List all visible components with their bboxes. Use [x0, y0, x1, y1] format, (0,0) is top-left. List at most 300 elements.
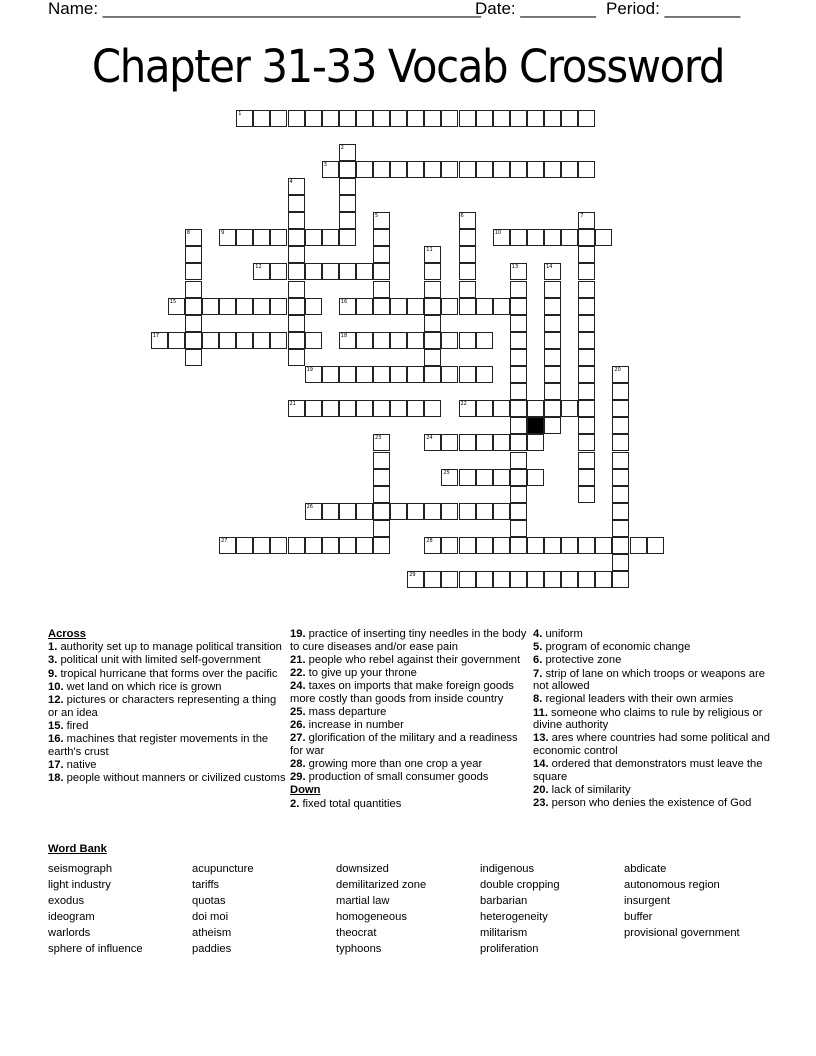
- grid-cell[interactable]: [647, 537, 664, 554]
- grid-cell[interactable]: [459, 332, 476, 349]
- grid-cell[interactable]: [373, 229, 390, 246]
- grid-cell[interactable]: [544, 383, 561, 400]
- grid-cell[interactable]: [561, 537, 578, 554]
- grid-cell[interactable]: [527, 400, 544, 417]
- grid-cell[interactable]: [373, 110, 390, 127]
- grid-cell[interactable]: [202, 298, 219, 315]
- clue-num: 22.: [290, 666, 306, 679]
- grid-cell[interactable]: [253, 537, 270, 554]
- grid-cell[interactable]: [476, 571, 493, 588]
- grid-cell[interactable]: [339, 332, 356, 349]
- grid-cell[interactable]: [288, 281, 305, 298]
- grid-cell[interactable]: [459, 469, 476, 486]
- grid-cell[interactable]: [561, 229, 578, 246]
- grid-cell[interactable]: [288, 263, 305, 280]
- grid-cell[interactable]: [356, 332, 373, 349]
- grid-cell[interactable]: [339, 366, 356, 383]
- clue-number: 9: [221, 230, 225, 237]
- grid-cell[interactable]: [441, 366, 458, 383]
- grid-cell[interactable]: [441, 571, 458, 588]
- grid-cell[interactable]: [561, 400, 578, 417]
- grid-cell[interactable]: [288, 246, 305, 263]
- grid-cell[interactable]: [578, 383, 595, 400]
- across-clue: [48, 641, 288, 654]
- grid-cell[interactable]: [424, 349, 441, 366]
- grid-cell[interactable]: [578, 315, 595, 332]
- grid-cell[interactable]: [612, 486, 629, 503]
- grid-cell[interactable]: [253, 110, 270, 127]
- clue-text: growing more than one crop a year: [308, 758, 483, 771]
- grid-cell[interactable]: [544, 571, 561, 588]
- grid-cell[interactable]: [322, 161, 339, 178]
- grid-cell[interactable]: [424, 161, 441, 178]
- grid-cell[interactable]: [578, 246, 595, 263]
- grid-cell[interactable]: [544, 229, 561, 246]
- grid-cell[interactable]: [544, 110, 561, 127]
- grid-cell[interactable]: [595, 537, 612, 554]
- grid-cell[interactable]: [510, 503, 527, 520]
- grid-cell[interactable]: [322, 110, 339, 127]
- grid-cell[interactable]: [305, 400, 322, 417]
- grid-cell[interactable]: [373, 246, 390, 263]
- grid-cell[interactable]: [373, 161, 390, 178]
- grid-cell[interactable]: [612, 571, 629, 588]
- grid-cell[interactable]: [236, 110, 253, 127]
- grid-cell[interactable]: [578, 263, 595, 280]
- grid-cell[interactable]: [493, 434, 510, 451]
- grid-cell[interactable]: [288, 212, 305, 229]
- grid-cell[interactable]: [356, 263, 373, 280]
- grid-cell[interactable]: [288, 315, 305, 332]
- grid-cell[interactable]: [407, 400, 424, 417]
- grid-cell[interactable]: [339, 195, 356, 212]
- grid-cell[interactable]: [185, 298, 202, 315]
- grid-cell[interactable]: [595, 571, 612, 588]
- grid-cell[interactable]: [219, 229, 236, 246]
- grid-cell[interactable]: [578, 400, 595, 417]
- grid-cell[interactable]: [510, 315, 527, 332]
- grid-cell[interactable]: [270, 298, 287, 315]
- grid-cell[interactable]: [322, 400, 339, 417]
- grid-cell[interactable]: [441, 503, 458, 520]
- grid-cell[interactable]: [510, 520, 527, 537]
- grid-cell[interactable]: [612, 537, 629, 554]
- word-bank-word: abdicate: [624, 863, 667, 875]
- grid-cell[interactable]: [373, 281, 390, 298]
- grid-cell[interactable]: [510, 571, 527, 588]
- grid-cell[interactable]: [168, 332, 185, 349]
- grid-cell[interactable]: [441, 469, 458, 486]
- clue-text: people who rebel against their government: [308, 653, 521, 666]
- grid-cell[interactable]: [544, 161, 561, 178]
- grid-cell[interactable]: [459, 366, 476, 383]
- grid-cell[interactable]: [493, 571, 510, 588]
- grid-cell[interactable]: [356, 161, 373, 178]
- clue-text: regional leaders with their own armies: [545, 693, 734, 706]
- grid-cell[interactable]: [578, 161, 595, 178]
- grid-cell[interactable]: [595, 229, 612, 246]
- grid-cell[interactable]: [493, 161, 510, 178]
- grid-cell[interactable]: [441, 298, 458, 315]
- grid-cell[interactable]: [578, 366, 595, 383]
- grid-cell[interactable]: [459, 246, 476, 263]
- grid-cell[interactable]: [544, 537, 561, 554]
- grid-cell[interactable]: [236, 332, 253, 349]
- grid-cell[interactable]: [476, 434, 493, 451]
- grid-cell[interactable]: [544, 400, 561, 417]
- grid-cell[interactable]: [322, 229, 339, 246]
- grid-cell[interactable]: [476, 366, 493, 383]
- grid-cell[interactable]: [305, 332, 322, 349]
- date-field[interactable]: Date: ________: [475, 0, 596, 18]
- grid-cell[interactable]: [578, 281, 595, 298]
- grid-cell[interactable]: [288, 178, 305, 195]
- grid-cell[interactable]: [185, 263, 202, 280]
- grid-cell[interactable]: [424, 246, 441, 263]
- grid-cell[interactable]: [459, 212, 476, 229]
- grid-cell[interactable]: [510, 537, 527, 554]
- grid-cell[interactable]: [219, 298, 236, 315]
- grid-cell[interactable]: [578, 452, 595, 469]
- grid-cell[interactable]: [373, 537, 390, 554]
- grid-cell[interactable]: [356, 400, 373, 417]
- grid-cell[interactable]: [424, 366, 441, 383]
- grid-cell[interactable]: [288, 229, 305, 246]
- grid-cell[interactable]: [339, 110, 356, 127]
- grid-cell[interactable]: [407, 332, 424, 349]
- grid-cell[interactable]: [476, 298, 493, 315]
- grid-cell[interactable]: [373, 452, 390, 469]
- down-heading: Down: [290, 784, 321, 797]
- word-bank-word: typhoons: [336, 943, 382, 955]
- grid-cell[interactable]: [373, 520, 390, 537]
- grid-cell[interactable]: [510, 366, 527, 383]
- grid-cell[interactable]: [390, 161, 407, 178]
- clue-number: 11: [426, 247, 433, 254]
- grid-cell[interactable]: [185, 229, 202, 246]
- clue-column-3: [533, 628, 773, 810]
- grid-cell[interactable]: [510, 400, 527, 417]
- grid-cell[interactable]: [424, 537, 441, 554]
- grid-cell[interactable]: [373, 400, 390, 417]
- grid-cell[interactable]: [305, 503, 322, 520]
- grid-cell[interactable]: [561, 161, 578, 178]
- grid-cell[interactable]: [305, 298, 322, 315]
- grid-cell[interactable]: [612, 366, 629, 383]
- grid-cell[interactable]: [253, 298, 270, 315]
- grid-cell[interactable]: [493, 110, 510, 127]
- grid-cell[interactable]: [219, 332, 236, 349]
- grid-cell[interactable]: [527, 229, 544, 246]
- grid-cell[interactable]: [322, 366, 339, 383]
- grid-cell[interactable]: [612, 383, 629, 400]
- grid-cell[interactable]: [527, 571, 544, 588]
- grid-cell[interactable]: [510, 349, 527, 366]
- grid-cell[interactable]: [305, 537, 322, 554]
- grid-cell[interactable]: [493, 400, 510, 417]
- grid-cell[interactable]: [407, 503, 424, 520]
- grid-cell[interactable]: [561, 110, 578, 127]
- period-field[interactable]: Period: ________: [606, 0, 741, 18]
- grid-cell[interactable]: [510, 263, 527, 280]
- grid-cell[interactable]: [476, 400, 493, 417]
- clue-text: program of economic change: [545, 641, 691, 654]
- grid-cell[interactable]: [578, 332, 595, 349]
- grid-cell[interactable]: [305, 263, 322, 280]
- grid-cell[interactable]: [476, 161, 493, 178]
- clue-num: 9.: [48, 667, 58, 680]
- grid-cell[interactable]: [270, 110, 287, 127]
- grid-cell[interactable]: [578, 229, 595, 246]
- grid-cell[interactable]: [476, 503, 493, 520]
- grid-cell[interactable]: [510, 298, 527, 315]
- grid-cell[interactable]: [288, 298, 305, 315]
- name-field[interactable]: Name: ________________________________________: [48, 0, 481, 18]
- grid-cell[interactable]: [185, 349, 202, 366]
- grid-cell[interactable]: [424, 400, 441, 417]
- grid-cell[interactable]: [441, 332, 458, 349]
- grid-cell[interactable]: [185, 315, 202, 332]
- grid-cell[interactable]: [510, 161, 527, 178]
- grid-cell[interactable]: [168, 298, 185, 315]
- grid-cell[interactable]: [253, 332, 270, 349]
- grid-cell[interactable]: [202, 332, 219, 349]
- grid-cell[interactable]: [493, 229, 510, 246]
- grid-cell[interactable]: [578, 486, 595, 503]
- grid-cell[interactable]: [339, 144, 356, 161]
- grid-cell[interactable]: [544, 366, 561, 383]
- clue-number: 6: [460, 213, 464, 220]
- grid-cell[interactable]: [356, 537, 373, 554]
- grid-cell[interactable]: [527, 537, 544, 554]
- grid-cell[interactable]: [527, 161, 544, 178]
- grid-cell[interactable]: [390, 503, 407, 520]
- grid-cell[interactable]: [407, 110, 424, 127]
- grid-cell[interactable]: [373, 469, 390, 486]
- grid-cell[interactable]: [288, 537, 305, 554]
- grid-cell[interactable]: [390, 298, 407, 315]
- grid-cell[interactable]: [407, 298, 424, 315]
- grid-cell[interactable]: [510, 434, 527, 451]
- grid-cell[interactable]: [578, 469, 595, 486]
- grid-cell[interactable]: [270, 263, 287, 280]
- grid-cell[interactable]: [322, 537, 339, 554]
- grid-cell[interactable]: [493, 503, 510, 520]
- grid-cell[interactable]: [373, 298, 390, 315]
- grid-cell[interactable]: [288, 195, 305, 212]
- grid-cell[interactable]: [390, 110, 407, 127]
- grid-cell[interactable]: [288, 400, 305, 417]
- grid-cell[interactable]: [424, 503, 441, 520]
- clue-text: strip of lane on which troops or weapons are not allowed: [533, 667, 765, 693]
- grid-cell[interactable]: [185, 246, 202, 263]
- grid-cell[interactable]: [476, 332, 493, 349]
- grid-cell[interactable]: [578, 298, 595, 315]
- grid-cell[interactable]: [441, 434, 458, 451]
- grid-cell[interactable]: [339, 178, 356, 195]
- grid-cell[interactable]: [236, 229, 253, 246]
- grid-cell[interactable]: [373, 486, 390, 503]
- grid-cell[interactable]: [424, 434, 441, 451]
- grid-cell[interactable]: [185, 281, 202, 298]
- grid-cell[interactable]: [441, 161, 458, 178]
- grid-cell[interactable]: [356, 298, 373, 315]
- grid-cell[interactable]: [578, 417, 595, 434]
- clue-number: 19: [306, 367, 313, 373]
- grid-cell[interactable]: [236, 537, 253, 554]
- grid-cell[interactable]: [544, 417, 561, 434]
- grid-cell[interactable]: [612, 434, 629, 451]
- grid-cell[interactable]: [424, 332, 441, 349]
- grid-cell[interactable]: [270, 332, 287, 349]
- grid-cell[interactable]: [339, 263, 356, 280]
- grid-cell[interactable]: [510, 332, 527, 349]
- grid-cell[interactable]: [270, 537, 287, 554]
- grid-cell[interactable]: [305, 110, 322, 127]
- grid-cell[interactable]: [424, 281, 441, 298]
- grid-cell[interactable]: [288, 110, 305, 127]
- grid-cell[interactable]: [270, 229, 287, 246]
- grid-cell[interactable]: [510, 110, 527, 127]
- grid-cell[interactable]: [305, 366, 322, 383]
- grid-cell[interactable]: [322, 503, 339, 520]
- grid-cell[interactable]: [339, 229, 356, 246]
- grid-cell[interactable]: [373, 212, 390, 229]
- grid-cell[interactable]: [510, 281, 527, 298]
- grid-cell[interactable]: [578, 110, 595, 127]
- grid-cell[interactable]: [612, 417, 629, 434]
- grid-cell[interactable]: [578, 434, 595, 451]
- clue-number: 8: [186, 230, 191, 237]
- grid-cell[interactable]: [459, 298, 476, 315]
- clue-text: ares where countries had some political and economic control: [533, 732, 770, 757]
- grid-cell[interactable]: [339, 161, 356, 178]
- grid-cell[interactable]: [356, 366, 373, 383]
- grid-cell[interactable]: [459, 571, 476, 588]
- grid-cell[interactable]: [510, 469, 527, 486]
- grid-cell[interactable]: [527, 469, 544, 486]
- grid-cell[interactable]: [459, 434, 476, 451]
- grid-cell[interactable]: [459, 161, 476, 178]
- grid-cell[interactable]: [544, 281, 561, 298]
- grid-cell[interactable]: [510, 229, 527, 246]
- grid-cell[interactable]: [459, 281, 476, 298]
- grid-cell[interactable]: [424, 315, 441, 332]
- grid-cell[interactable]: [510, 452, 527, 469]
- grid-cell[interactable]: [339, 298, 356, 315]
- grid-cell[interactable]: [407, 571, 424, 588]
- grid-cell[interactable]: [612, 520, 629, 537]
- grid-cell[interactable]: [612, 452, 629, 469]
- grid-cell[interactable]: [185, 332, 202, 349]
- grid-cell[interactable]: [578, 349, 595, 366]
- word-bank-word: martial law: [336, 895, 390, 907]
- grid-cell[interactable]: [493, 469, 510, 486]
- grid-cell[interactable]: [493, 537, 510, 554]
- grid-cell[interactable]: [424, 110, 441, 127]
- grid-cell[interactable]: [253, 229, 270, 246]
- grid-cell[interactable]: [561, 571, 578, 588]
- grid-cell[interactable]: [288, 332, 305, 349]
- grid-cell[interactable]: [527, 434, 544, 451]
- grid-cell[interactable]: [544, 298, 561, 315]
- grid-cell[interactable]: [544, 349, 561, 366]
- grid-cell[interactable]: [288, 349, 305, 366]
- grid-cell[interactable]: [612, 503, 629, 520]
- grid-cell[interactable]: [612, 400, 629, 417]
- grid-cell[interactable]: [424, 571, 441, 588]
- grid-cell[interactable]: [373, 366, 390, 383]
- grid-cell[interactable]: [578, 537, 595, 554]
- grid-cell[interactable]: [407, 161, 424, 178]
- grid-cell[interactable]: [544, 315, 561, 332]
- grid-cell[interactable]: [544, 332, 561, 349]
- grid-cell[interactable]: [441, 110, 458, 127]
- grid-cell[interactable]: [339, 212, 356, 229]
- grid-cell[interactable]: [476, 469, 493, 486]
- grid-cell[interactable]: [373, 263, 390, 280]
- grid-cell[interactable]: [459, 229, 476, 246]
- grid-cell[interactable]: [390, 332, 407, 349]
- grid-cell[interactable]: [339, 503, 356, 520]
- grid-cell[interactable]: [424, 263, 441, 280]
- clue-num: 12.: [48, 693, 64, 706]
- grid-cell[interactable]: [373, 503, 390, 520]
- grid-cell[interactable]: [151, 332, 168, 349]
- grid-cell[interactable]: [510, 383, 527, 400]
- grid-cell[interactable]: [407, 366, 424, 383]
- grid-cell[interactable]: [527, 110, 544, 127]
- grid-cell[interactable]: [578, 212, 595, 229]
- grid-cell[interactable]: [630, 537, 647, 554]
- grid-cell[interactable]: [424, 298, 441, 315]
- grid-cell[interactable]: [459, 400, 476, 417]
- grid-cell[interactable]: [356, 503, 373, 520]
- grid-cell[interactable]: [305, 229, 322, 246]
- grid-cell[interactable]: [612, 554, 629, 571]
- grid-cell[interactable]: [390, 400, 407, 417]
- word-bank-word: seismograph: [48, 863, 113, 875]
- grid-cell[interactable]: [578, 571, 595, 588]
- grid-cell[interactable]: [476, 537, 493, 554]
- grid-cell[interactable]: [339, 537, 356, 554]
- grid-cell[interactable]: [459, 110, 476, 127]
- grid-cell[interactable]: [476, 110, 493, 127]
- grid-cell[interactable]: [510, 486, 527, 503]
- grid-cell[interactable]: [373, 434, 390, 451]
- grid-cell[interactable]: [459, 537, 476, 554]
- grid-cell[interactable]: [441, 537, 458, 554]
- grid-cell[interactable]: [459, 503, 476, 520]
- grid-cell[interactable]: [253, 263, 270, 280]
- grid-cell[interactable]: [356, 110, 373, 127]
- grid-cell[interactable]: [322, 263, 339, 280]
- grid-cell[interactable]: [510, 417, 527, 434]
- clue-num: 3.: [48, 654, 58, 667]
- grid-cell[interactable]: [544, 263, 561, 280]
- across-clue: [48, 759, 288, 772]
- grid-cell[interactable]: [373, 332, 390, 349]
- word-bank-column: [192, 861, 254, 957]
- grid-cell[interactable]: [612, 469, 629, 486]
- grid-cell[interactable]: [459, 263, 476, 280]
- grid-cell[interactable]: [236, 298, 253, 315]
- grid-cell[interactable]: [493, 298, 510, 315]
- clue-text: political unit with limited self-government: [60, 654, 261, 667]
- grid-cell[interactable]: [219, 537, 236, 554]
- grid-cell[interactable]: [390, 366, 407, 383]
- grid-cell[interactable]: [339, 400, 356, 417]
